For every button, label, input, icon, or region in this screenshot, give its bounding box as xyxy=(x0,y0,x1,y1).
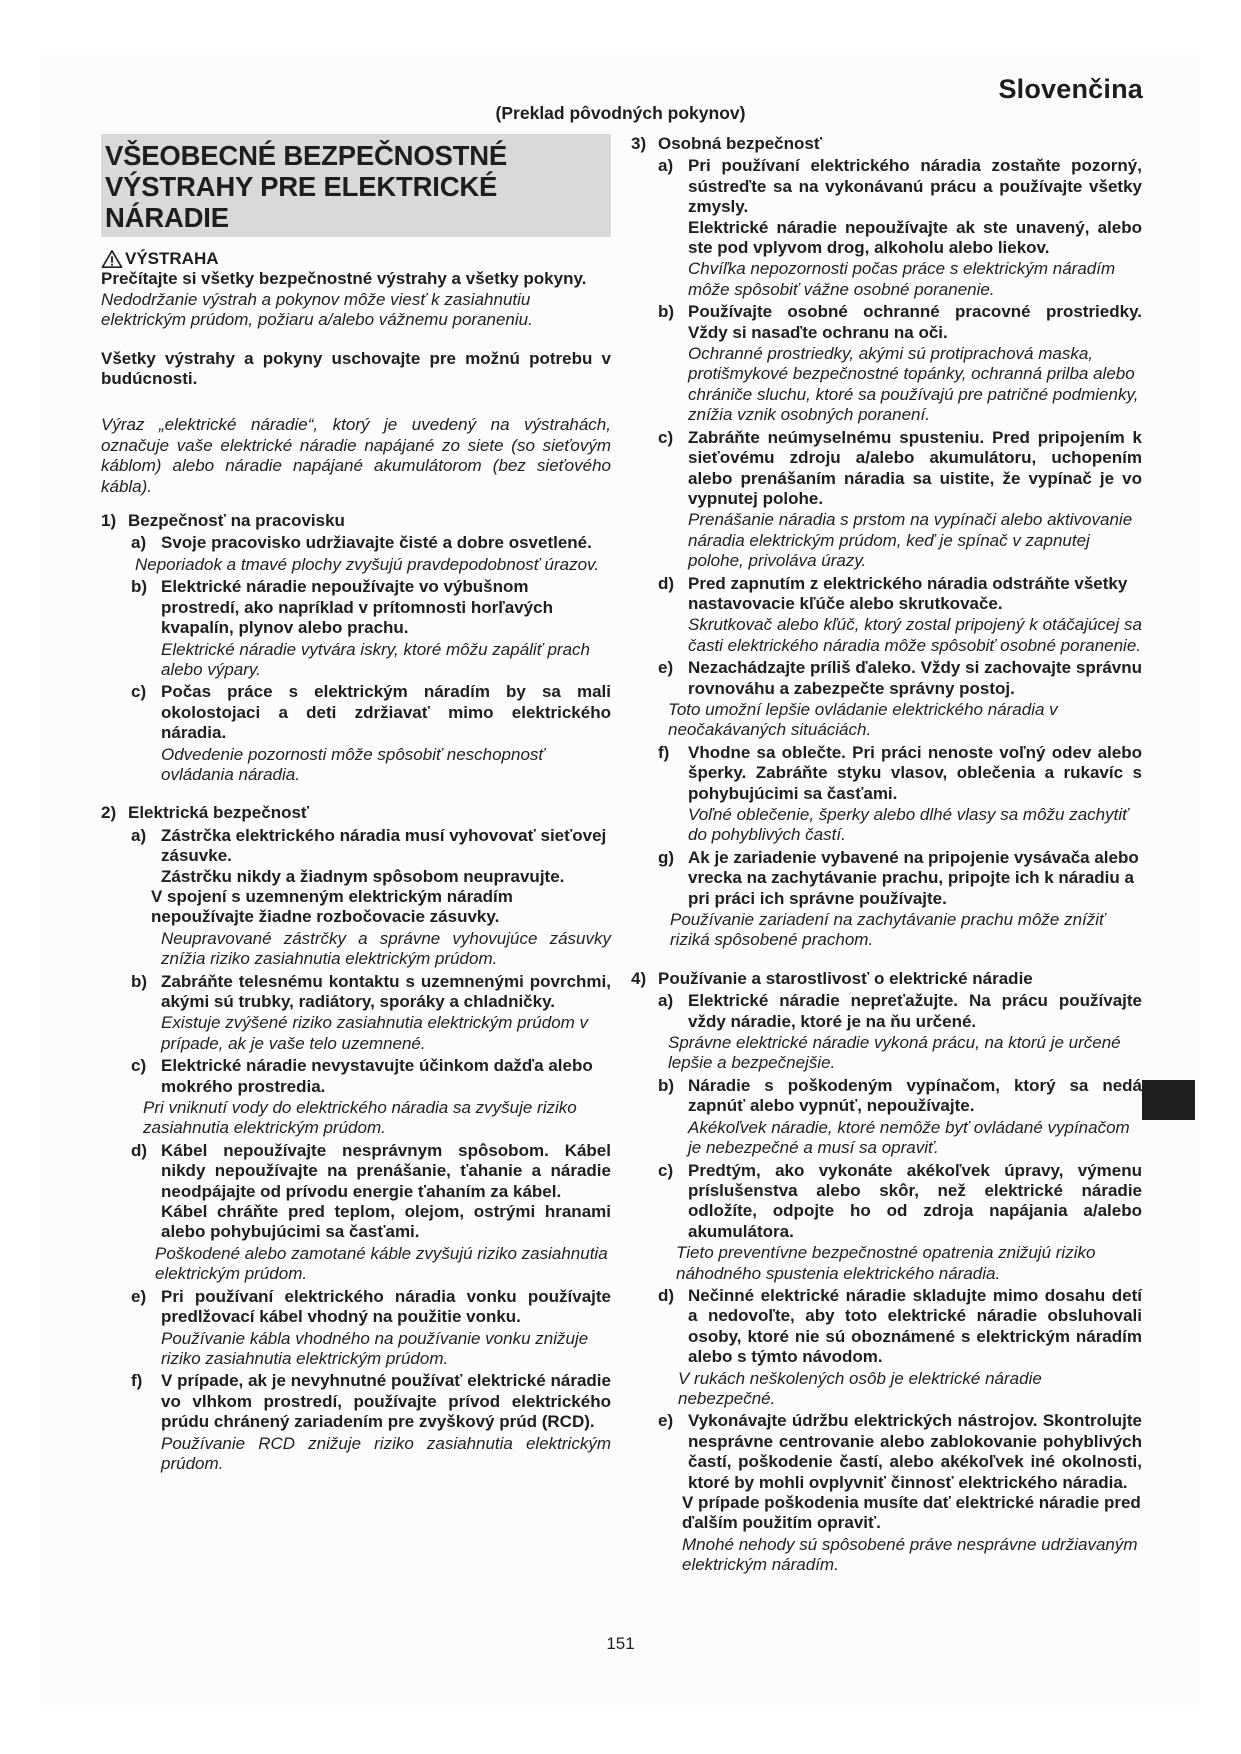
item-bold-text: Pri používaní elektrického náradia zostaňte pozorný, sústreďte sa na vykonávanú prácu a používajte všetky zmysly. xyxy=(688,156,1142,217)
list-item xyxy=(131,1287,611,1370)
list-item xyxy=(131,1141,611,1285)
item-note: Existuje zvýšené riziko zasiahnutia elektrickým prúdom v prípade, ak je vaše telo uzemnené. xyxy=(161,1013,589,1053)
page-number: 151 xyxy=(606,1634,635,1653)
section-2-heading xyxy=(101,803,611,823)
item-note: Elektrické náradie vytvára iskry, ktoré môžu zapáliť prach alebo výpary. xyxy=(161,639,590,679)
item-letter: f) xyxy=(131,1371,143,1391)
item-letter: f) xyxy=(658,742,670,762)
list-item xyxy=(658,991,1142,1074)
keep-instructions-text: Všetky výstrahy a pokyny uschovajte pre možnú potrebu v budúcnosti. xyxy=(101,348,611,389)
item-bold-text: Ak je zariadenie vybavené na pripojenie vysávača alebo vrecka na zachytávanie prachu, pripojte ich k náradiu a pri práci ich správne používajte. xyxy=(688,847,1139,908)
item-bold-text: Kábel chráňte pred teplom, olejom, ostrými hranami alebo pohybujúcimi sa časťami. xyxy=(161,1202,611,1242)
list-item xyxy=(658,848,1142,951)
item-bold-text: Zabráňte neúmyselnému spusteniu. Pred pripojením k sieťovému zdroju a/alebo akumulátoru, uchopením alebo prenášaním náradia sa uistite, že vypínač je vo vypnutej polohe. xyxy=(688,427,1142,508)
item-letter: c) xyxy=(658,1160,674,1180)
item-note: Prenášanie náradia s prstom na vypínači alebo aktivovanie náradia elektrickým prúdom, keď je spínač v zapnutej polohe, privoláva úrazy. xyxy=(688,510,1133,571)
item-note: Akékoľvek náradie, ktoré nemôže byť ovládané vypínačom je nebezpečné a musí sa opraviť. xyxy=(688,1117,1130,1158)
item-bold-text: Elektrické náradie nepoužívajte ak ste unavený, alebo ste pod vplyvom drog, alkoholu alebo liekov. xyxy=(688,217,1142,258)
item-letter: d) xyxy=(658,573,675,593)
item-note: Ochranné prostriedky, akými sú protiprachová maska, protišmykové bezpečnostné topánky, ochranná prilba alebo chrániče sluchu, ktoré sa používajú pre patričné podmienky, znížia vznik osobných poranení. xyxy=(688,344,1139,425)
item-note: Poškodené alebo zamotané káble zvyšujú riziko zasiahnutia elektrickým prúdom. xyxy=(155,1243,608,1284)
list-item xyxy=(658,1286,1142,1409)
warning-label: VÝSTRAHA xyxy=(125,249,219,268)
item-letter: c) xyxy=(131,682,147,702)
section-1-items xyxy=(131,533,611,785)
item-letter: b) xyxy=(131,971,148,991)
item-letter: c) xyxy=(131,1056,147,1076)
item-bold-text: V prípade, ak je nevyhnutné používať elektrické náradie vo vlhkom prostredí, používajte prívod elektrického prúdu chránený zariadením pre zvyškový prúd (RCD). xyxy=(161,1371,611,1432)
item-bold-text: Vykonávajte údržbu elektrických nástrojov. Skontrolujte nesprávne centrovanie alebo zablokovanie pohyblivých častí, poškodenie častí, alebo akékoľvek iné okolnosti, ktoré by mohli ovplyvniť činnosť elektrického náradia. xyxy=(688,1411,1142,1492)
item-letter: b) xyxy=(131,577,148,597)
item-bold-text: Vhodne sa oblečte. Pri práci nenoste voľný odev alebo šperky. Zabráňte styku vlasov, oblečenia a rukavíc s pohybujúcimi sa časťami. xyxy=(688,742,1142,803)
section-4-items xyxy=(658,991,1142,1575)
term-definition-text: Výraz „elektrické náradie“, ktorý je uvedený na výstrahách, označuje vaše elektrické náradie napájané zo siete (so sieťovým káblom) alebo náradie napájané akumulátorom (bez sieťového kábla). xyxy=(101,415,611,496)
section-title: Bezpečnosť na pracovisku xyxy=(128,511,345,531)
list-item xyxy=(658,1161,1142,1284)
item-bold-text: Svoje pracovisko udržiavajte čisté a dobre osvetlené. xyxy=(161,533,592,553)
item-bold-text: Zabráňte telesnému kontaktu s uzemnenými povrchmi, akými sú trubky, radiátory, sporáky a chladničky. xyxy=(161,971,611,1011)
list-item xyxy=(131,1056,611,1139)
section-3-items xyxy=(658,156,1142,950)
item-letter: a) xyxy=(658,991,674,1011)
section-heading: VŠEOBECNÉ BEZPEČNOSTNÉ VÝSTRAHY PRE ELEKTRICKÉ NÁRADIE xyxy=(101,134,611,237)
section-number: 2) xyxy=(101,803,117,823)
item-note: Voľné oblečenie, šperky alebo dlhé vlasy sa môžu zachytiť do pohyblivých častí. xyxy=(688,805,1129,845)
item-note: Používanie kábla vhodného na používanie vonku znižuje riziko zasiahnutia elektrickým prúdom. xyxy=(161,1328,589,1368)
list-item xyxy=(658,658,1142,741)
item-bold-text: Elektrické náradie nepreťažujte. Na prácu používajte vždy náradie, ktoré je na ňu určené. xyxy=(688,991,1142,1031)
item-note: Tieto preventívne bezpečnostné opatrenia znižujú riziko náhodného spustenia elektrického náradia. xyxy=(676,1243,1096,1283)
item-bold-text: Pri používaní elektrického náradia vonku používajte predlžovací kábel vhodný na použitie vonku. xyxy=(161,1286,611,1327)
list-item xyxy=(131,577,611,680)
list-item xyxy=(658,428,1142,572)
item-bold-text: Nečinné elektrické náradie skladujte mimo dosahu detí a nedovoľte, aby toto elektrické náradie obsluhovali osoby, ktoré nie sú oboznámené s elektrickým náradím alebo s týmto návodom. xyxy=(688,1285,1142,1367)
right-column xyxy=(631,134,1142,1576)
section-title: Osobná bezpečnosť xyxy=(658,134,823,153)
list-item xyxy=(658,156,1142,300)
left-column xyxy=(101,134,611,1474)
item-note: Neporiadok a tmavé plochy zvyšujú pravdepodobnosť úrazov. xyxy=(135,554,600,574)
list-item xyxy=(658,574,1142,657)
item-note: Odvedenie pozornosti môže spôsobiť neschopnosť ovládania náradia. xyxy=(161,744,545,784)
warning-italic-text: Nedodržanie výstrah a pokynov môže viesť k zasiahnutiu elektrickým prúdom, požiaru a/alebo vážnemu poraneniu. xyxy=(101,289,533,330)
item-note: V rukách neškolených osôb je elektrické náradie nebezpečné. xyxy=(678,1368,1042,1408)
item-note: Správne elektrické náradie vykoná prácu, na ktorú je určené lepšie a bezpečnejšie. xyxy=(668,1033,1121,1073)
item-bold-text: Nezachádzajte príliš ďaleko. Vždy si zachovajte správnu rovnováhu a zabezpečte správny postoj. xyxy=(688,658,1142,698)
section-1-heading xyxy=(101,511,611,531)
item-letter: d) xyxy=(658,1285,675,1305)
item-bold-text: Kábel nepoužívajte nesprávnym spôsobom. Kábel nikdy nepoužívajte na prenášanie, ťahanie a náradie neodpájajte od prívodu energie ťahaním za kábel. xyxy=(161,1140,611,1201)
item-letter: e) xyxy=(131,1286,147,1306)
item-bold-text: Náradie s poškodeným vypínačom, ktorý sa nedá zapnúť alebo vypnúť, nepoužívajte. xyxy=(688,1075,1142,1116)
item-letter: a) xyxy=(131,825,147,845)
item-note: Skrutkovač alebo kľúč, ktorý zostal pripojený k otáčajúcej sa časti elektrického náradia môže spôsobiť osobné poranenie. xyxy=(688,615,1142,655)
item-letter: d) xyxy=(131,1140,148,1160)
item-note: Pri vniknutí vody do elektrického náradia sa zvyšuje riziko zasiahnutia elektrickým prúdom. xyxy=(143,1098,577,1138)
section-2-items xyxy=(131,826,611,1475)
item-bold-text: Zástrčka elektrického náradia musí vyhovovať sieťovej zásuvke. xyxy=(161,825,607,866)
section-title: Používanie a starostlivosť o elektrické náradie xyxy=(658,968,1033,988)
item-bold-text: V prípade poškodenia musíte dať elektrické náradie pred ďalším použitím opraviť. xyxy=(682,1493,1141,1533)
list-item xyxy=(131,972,611,1055)
item-letter: a) xyxy=(658,156,674,176)
list-item xyxy=(658,1076,1142,1159)
section-number: 3) xyxy=(631,134,647,153)
list-item xyxy=(131,1371,611,1474)
item-note: Neupravované zástrčky a správne vyhovujúce zásuvky znížia riziko zasiahnutia elektrickým prúdom. xyxy=(161,928,611,969)
item-note: Mnohé nehody sú spôsobené práve nesprávne udržiavaným elektrickým náradím. xyxy=(682,1534,1138,1575)
item-note: Chvíľka nepozornosti počas práce s elektrickým náradím môže spôsobiť vážne osobné poranenie. xyxy=(688,259,1116,299)
item-bold-text: Počas práce s elektrickým náradím by sa mali okolostojaci a deti zdržiavať mimo elektrického náradia. xyxy=(161,682,611,743)
section-number: 4) xyxy=(631,968,647,988)
section-3-heading xyxy=(631,134,1142,154)
item-bold-text: V spojení s uzemneným elektrickým náradím nepoužívajte žiadne rozbočovacie zásuvky. xyxy=(151,886,513,927)
item-letter: b) xyxy=(658,302,675,322)
warning-bold-text: Prečítajte si všetky bezpečnostné výstrahy a všetky pokyny. xyxy=(101,269,587,289)
item-bold-text: Elektrické náradie nepoužívajte vo výbušnom prostredí, ako napríklad v prítomnosti horľavých kvapalín, plynov alebo prachu. xyxy=(161,577,553,638)
chapter-tab-marker xyxy=(1142,1080,1195,1120)
item-letter: e) xyxy=(658,658,674,678)
list-item xyxy=(658,1411,1142,1575)
item-bold-text: Používajte osobné ochranné pracovné prostriedky. Vždy si nasaďte ochranu na oči. xyxy=(688,302,1142,342)
item-letter: b) xyxy=(658,1075,675,1095)
warning-label-row xyxy=(101,249,611,269)
item-bold-text: Zástrčku nikdy a žiadnym spôsobom neupravujte. xyxy=(161,866,565,886)
item-letter: e) xyxy=(658,1411,674,1431)
list-item xyxy=(131,826,611,970)
item-note: Používanie RCD znižuje riziko zasiahnutia elektrickým prúdom. xyxy=(161,1433,611,1473)
item-bold-text: Pred zapnutím z elektrického náradia odstráňte všetky nastavovacie kľúče alebo skrutkovače. xyxy=(688,573,1128,613)
section-4-heading xyxy=(631,969,1142,989)
list-item xyxy=(131,533,611,575)
warning-triangle-icon xyxy=(101,249,123,269)
item-note: Toto umožní lepšie ovládanie elektrického náradia v neočakávaných situáciách. xyxy=(668,699,1058,740)
item-letter: a) xyxy=(131,533,147,553)
item-letter: c) xyxy=(658,427,674,447)
list-item xyxy=(658,302,1142,425)
item-bold-text: Predtým, ako vykonáte akékoľvek úpravy, výmenu príslušenstva alebo skôr, než elektrické náradie odložíte, odpojte ho od zdroja napájania a/alebo akumulátora. xyxy=(688,1160,1142,1241)
item-bold-text: Elektrické náradie nevystavujte účinkom dažďa alebo mokrého prostredia. xyxy=(161,1056,593,1096)
translation-subtitle: (Preklad pôvodných pokynov) xyxy=(495,103,746,123)
section-title: Elektrická bezpečnosť xyxy=(128,803,310,823)
language-label: Slovenčina xyxy=(998,74,1143,104)
list-item xyxy=(658,743,1142,846)
item-letter: g) xyxy=(658,847,675,867)
item-note: Používanie zariadení na zachytávanie prachu môže znížiť riziká spôsobené prachom. xyxy=(670,910,1106,950)
section-number: 1) xyxy=(101,511,117,531)
list-item xyxy=(131,682,611,785)
